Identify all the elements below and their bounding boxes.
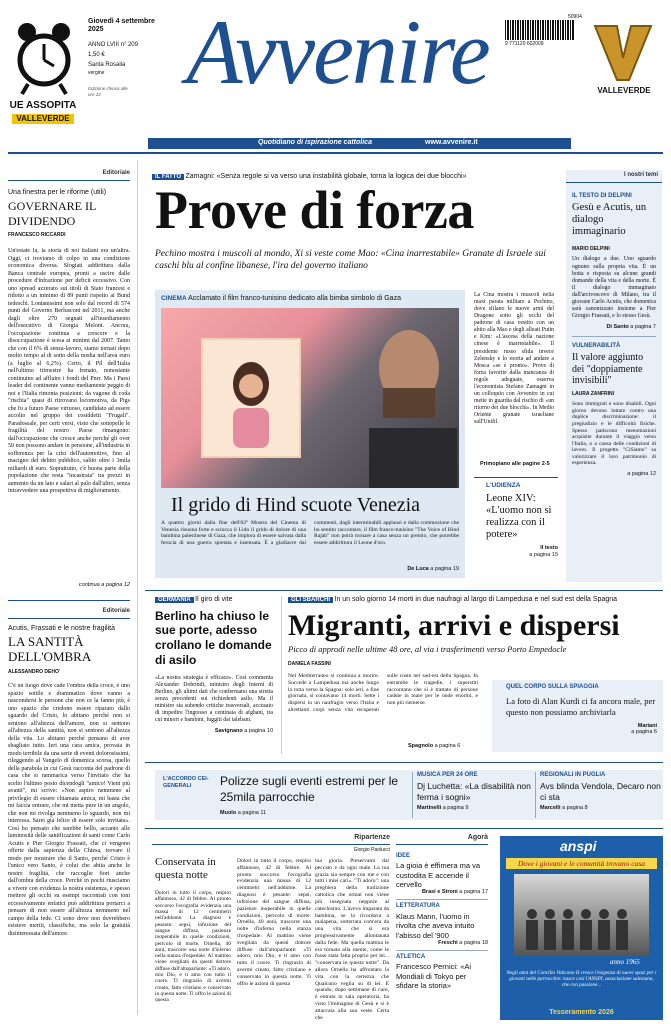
cinema-cont-text: a pagina 19 bbox=[430, 566, 459, 572]
agora-item-2-title: Klaus Mann, l'uomo in rivolta che aveva intuito l'abisso del '900 bbox=[396, 911, 475, 940]
cei-cont-text: a pagina 11 bbox=[237, 810, 267, 816]
cinema-tag: CINEMA bbox=[161, 295, 187, 302]
agora-item-1-cont-text: a pagina 17 bbox=[459, 889, 488, 896]
agora-item-1-title: La gioia è effimera ma va custodita E accende il cervello bbox=[396, 861, 481, 889]
anspi-ad[interactable] bbox=[500, 836, 663, 1020]
cei-tag: L'ACCORDO CEI-GENERALI bbox=[163, 776, 209, 790]
ad-right[interactable] bbox=[585, 22, 663, 122]
puglia-title[interactable]: Avs blinda Vendola, Decaro non ci sta bbox=[540, 780, 661, 802]
masthead-price: 1,50 € bbox=[88, 52, 105, 58]
cinema-byline: De Luca bbox=[407, 566, 429, 572]
cinema-body: A quattro giorni dalla fine dell'82ª Mostra del Cinema di Venezia risuona forte e sciocca il Lido il grido di dolore di una bambina palestinese di Gaza, che implora di essere salvata dalla ferocia di una guerra spietata e insensata. È a gladiacre dai commenti, dagli interminabili applausi e dalla commozione che ho sentito raccontare, il film franco-tunisino "The Voice of Hind Rajab" non potrà tornare a casa senza un premio, che potrebbe essere addirittura il Leone d'oro. bbox=[161, 520, 459, 547]
kurdi-tag: QUEL CORPO SULLA SPIAGGIA bbox=[506, 684, 599, 690]
ad-left[interactable] bbox=[8, 18, 78, 136]
agora-item-3-tag: ATLETICA bbox=[396, 953, 426, 960]
agora-item-3[interactable] bbox=[396, 954, 488, 991]
migranti-kicker-row bbox=[288, 596, 663, 605]
cinema-photo[interactable] bbox=[161, 308, 459, 488]
puglia-tag: REGIONALI IN PUGLIA bbox=[540, 772, 606, 778]
lead-tag: IL FATTO bbox=[152, 174, 184, 180]
editorial-cont[interactable]: continua a pagina 12 bbox=[78, 582, 130, 589]
masthead-edition: Edizione chiusa alle ore 22 bbox=[88, 86, 128, 97]
masthead bbox=[0, 0, 671, 152]
puglia-cont[interactable] bbox=[540, 805, 661, 812]
vulnerabilita-author: LAURA ZANFRINI bbox=[572, 390, 615, 397]
udienza bbox=[474, 482, 558, 582]
agora-item-2-byline: Freschi bbox=[438, 939, 458, 946]
germania-cont[interactable] bbox=[155, 728, 273, 735]
delpini-body: Un dialogo a due. Uno sguardo ognuno sulla propria vita. È un botta e risposta su alcune grandi domande della vita e della morte. È il dialogo immaginato dall'arcivescovo di Milano, tra il giovane Carlo Acutis, che domenica sarà canonizzato insieme a Pier Giorgio Frassati, e lo stesso Gesù. bbox=[572, 256, 656, 319]
ad-right-brand: VALLEVERDE bbox=[597, 86, 651, 95]
puglia-byline: Marcelli bbox=[540, 804, 561, 811]
anspi-year: anno 1965 bbox=[610, 958, 640, 966]
cei-title[interactable]: Polizze sugli eventi estremi per le 25mila parrocchie bbox=[220, 774, 399, 804]
bottom-rule bbox=[145, 828, 663, 829]
cinema-kicker: Acclamato il film franco-tunisino dedicato alla bimba simbolo di Gaza bbox=[188, 295, 401, 302]
nostri-temi-section: I nostri temi bbox=[566, 170, 662, 183]
puglia-cont-text: a pagina 8 bbox=[562, 804, 588, 811]
musica-title[interactable]: Dj Luchetta: «La disabilità non ferma i sogni» bbox=[417, 780, 531, 802]
anspi-logo: anspi bbox=[560, 838, 597, 854]
lead-kicker: Zamagni: «Senza regole si va verso una instabilità globale, torna la logica dei due blocchi» bbox=[185, 173, 467, 180]
delpini-cont[interactable] bbox=[572, 324, 656, 331]
ripartenze-body2: tua gloria. Preservami dal peccato e da ogni male. La tua grazia sia sempre con me e con tutti i miei cari». "Ti adoro": una preghiera della tradizione cattolica che ormai non viene più insegnata neppure al catechismo. L'aveva imparata da bambina, se la ricordava a malapena, sotterrata com'era da una vita che si era progressivamente allontanata dalla fede. Ma quella mattina le era tornata alla mente, come le fosse stata fatta proprio per lei... "conservata in questa notte". Da allora Ornella ha affrontato la vita con la certezza che Qualcuno veglia su di lei. E quando, dopo settimane di cure, è entrata in sala operatoria, ha visto l'immagine di Gesù e si è attaccata alla sua veste. Certa che bbox=[315, 858, 389, 1020]
migranti-author: DANIELA FASSINI bbox=[288, 660, 331, 667]
germania-body: «La nostra strategia è efficace». Così commenta Alexander Dobrindt, ministro degli Interni di Berlino, gli ultimi dati che confermano una stretta senza precedenti sui richiedenti asilo. Ma il ministro sta subendo critiche trasversali, accusato di impedire l'ingresso a centinaia di afghani, tra cui minori e bambini, fuggiti dai talebani. bbox=[155, 675, 273, 723]
ripartenze bbox=[152, 834, 390, 1020]
ripartenze-section: Ripartenze bbox=[152, 834, 390, 845]
cei-cont[interactable] bbox=[220, 810, 266, 817]
agora-item-1-tag: IDEE bbox=[396, 852, 411, 859]
barcode-icon bbox=[505, 20, 575, 40]
editorial-section: Editoriale bbox=[8, 170, 130, 181]
alarm-clock-icon bbox=[14, 18, 74, 96]
vulnerabilita-title[interactable]: Il valore aggiunto dei "doppiamente invisibili" bbox=[572, 352, 644, 387]
kurdi bbox=[492, 680, 663, 752]
delpini-title[interactable]: Gesù e Acutis, un dialogo immaginario bbox=[572, 202, 647, 238]
barcode-top: 50904 bbox=[568, 14, 582, 20]
cinema-headline[interactable]: Il grido di Hind scuote Venezia bbox=[171, 494, 421, 516]
masthead-rule bbox=[8, 152, 663, 154]
tagline: Quotidiano di ispirazione cattolica bbox=[258, 139, 372, 146]
cei-byline: Muolo bbox=[220, 810, 237, 816]
musica-tag: MUSICA PER 24 ORE bbox=[417, 772, 478, 778]
agora-item-3-title: Francesco Pernici: «Ai Mondiali di Tokyo per sfidare la storia» bbox=[396, 962, 472, 990]
kurdi-cont[interactable]: a pagina 6 bbox=[631, 729, 657, 736]
delpini-author: MARIO DELPINI bbox=[572, 246, 610, 253]
editorial-author: FRANCESCO RICCARDI bbox=[8, 232, 66, 239]
barcode-number: 9 771120 602009 bbox=[505, 41, 544, 47]
site-url[interactable]: www.avvenire.it bbox=[425, 139, 478, 146]
migranti-tag: GLI SBARCHI bbox=[288, 597, 333, 603]
delpini-cont-text: a pagina 7 bbox=[630, 324, 656, 330]
germania-separator bbox=[281, 596, 282, 754]
editorial2-author: ALESSANDRO DEHO' bbox=[8, 669, 61, 676]
editorial2-kicker: Acutis, Frassati e le nostre fragilità bbox=[8, 624, 115, 632]
udienza-cont[interactable]: a pagina 15 bbox=[529, 552, 558, 559]
masthead-issue: ANNO LVIII n° 209 bbox=[88, 42, 138, 48]
ripartenze-body1-repeat: Dolori in tutto il corpo, respiro affannoso, 42 di febbre. Al pronto soccorso l'ecografia evidenzia una massa di 12 centimetri nell'addome. La diagnosi è pesante: sepsi, infezione del sangue diffusa, pazienze inoperabile in quelle condizioni, pericolo di morte. Ornella, 40 anni, trascorre una notte d'inferno nella stanza d'ospedale. Al mattino viene svegliata da questi dottore diffuse dall'altoparlante: «Ti adoro, mio Dio, e ti amo con tutto il cuore. Ti ringrazio di avermi creato, fatto cristiano e conservato in questa notte. Ti offro le azioni di questa bbox=[237, 858, 311, 987]
ad-left-brand: VALLEVERDE bbox=[12, 114, 74, 124]
ripartenze-title[interactable]: Conservata in questa notte bbox=[155, 856, 216, 882]
ripartenze-author: Giorgio Paolucci bbox=[353, 846, 390, 853]
germania-kicker-row bbox=[155, 596, 273, 605]
migranti-body: Nel Mediterraneo si continua a morire. Succede a Lampedusa ma anche lungo la rotta verso la Spagna: solo ieri, a fine giornata, si contavano 14 morti. Sette i dispersi in un naufragio verso l'Italia e altrettanti corpi senza vita recuperati sulle coste nel sud-est della Spagna. In entrambe le tragedie, i superstiti raccontano che si è trattato di persone cadute in mare per le onde enormi, e non più riemerse. bbox=[288, 673, 478, 713]
editorial-divider bbox=[8, 600, 130, 601]
puglia bbox=[535, 772, 661, 818]
agora-item-2[interactable] bbox=[396, 903, 488, 947]
logo[interactable]: Avvenire bbox=[186, 1, 489, 103]
lead-subhead: Pechino mostra i muscoli al mondo, Xi si veste come Mao: «Cina inarrestabile» Granate di Israele sui caschi blu al confine libanese, l'ira del governo italiano bbox=[155, 249, 546, 272]
migranti-cont[interactable] bbox=[408, 743, 460, 750]
delpini-byline: Di Santo bbox=[606, 324, 629, 330]
editorial2-section: Editoriale bbox=[8, 608, 130, 619]
lead-body: La Cina mostra i muscoli nella maxi parata militare a Pechino, dove sfilano le nuove armi del Dragone sotto gli occhi del padrone di casa vestito con un abito alla Mao e degli alleati Putin e Kim: «L'ascesa della nazione cinese è inarrestabile». Il presidente russo sfida invece Zelensky e lo esorta ad andare a Mosca «se è pronto». Prove di forza favorite dalla mancanza di regole adeguate, osserva l'economista Stefano Zamagni in un colloquio con Avvenire in cui mette in guardia dal rischio di «un ritorno dei due blocchi». In Medio Oriente granate israeliane sull'Unifil. bbox=[474, 292, 554, 426]
masthead-date: Giovedì 4 settembre 2025 bbox=[88, 18, 155, 34]
migranti-byline: Spagnolo bbox=[408, 743, 434, 749]
editorial2-title[interactable]: LA SANTITÀ DELL'OMBRA bbox=[8, 634, 92, 665]
child-portrait-icon bbox=[223, 358, 279, 448]
musica-byline: Martinelli bbox=[417, 804, 442, 811]
vulnerabilita-tag: VULNERABILITÀ bbox=[572, 342, 621, 349]
group-photo-icon bbox=[520, 904, 643, 954]
masthead-saint: Santa Rosalia bbox=[88, 62, 126, 68]
cei bbox=[155, 772, 405, 818]
ripartenze-body1b bbox=[237, 858, 311, 1020]
agora-item-1-byline: Brasi e Stroni bbox=[421, 889, 458, 896]
kurdi-title[interactable]: La foto di Alan Kurdi ci fa ancora male, per questo non possiamo archiviarla bbox=[506, 695, 656, 717]
kurdi-byline: Mariani bbox=[637, 722, 657, 729]
vulnerabilita-cont[interactable]: a pagina 12 bbox=[627, 471, 656, 478]
lead-headline[interactable]: Prove di forza bbox=[155, 180, 474, 240]
agora bbox=[396, 834, 488, 1020]
lead-col-cont[interactable]: Primopiano alle pagine 2-5 bbox=[480, 461, 550, 467]
man-portrait-icon bbox=[361, 328, 457, 488]
editorial2 bbox=[8, 608, 130, 1018]
musica-cont[interactable] bbox=[417, 805, 532, 812]
anspi-caption: Dove i giovani e le comunità trovano casa bbox=[506, 858, 657, 869]
editorial-kicker: Una finestra per le riforme (utili) bbox=[8, 188, 107, 196]
agora-item-1-cont bbox=[396, 889, 488, 896]
editorial bbox=[8, 170, 130, 600]
germania-kicker: Il giro di vite bbox=[195, 596, 233, 603]
migranti-subhead: Picco di approdi nelle ultime 48 ore, al via i trasferimenti verso Porto Empedocle bbox=[288, 644, 567, 655]
editorial-body: Un'estate fa, la storia di noi italiani era un'altra. Oggi, ci troviamo di colpo in una condizione economica diversa. Sfogiati addirittura dalla Banca centrale europea, pronti a uscire dalle procedure d'infrazione per deficit eccessivo. Con uno spread azzerato sui titoli di Stato francesi e ridotto a un minimo di 89 punti rispetto ai Bund tedeschi. Lontanissimi non solo dal record di 574 punti del Governo Berlusconi nel 2011, ma anche dagli oltre 270 segnati all'insediamento dell'esecutivo di Giorgia Meloni. Ancora, l'occupazione continua a crescere e la disoccupazione è scesa ai minimi dal 2007. Tanto che con il 6% di senza-lavoro, siamo tornati dopo molto tempo al di sotto della media nell'area euro (a luglio al 6,2%). Certo, il Pil dell'Italia nell'ultimo trimestre ha frenato, nonostante continuino ad affluire i fondi del Pnrr. Ma i Paesi leader del continente vanno mediamente peggio di noi e l'Italia rimonta posizioni: da vagone di coda "rischia" quasi di ritrovarsi locomotiva, da Pigs che fu a futuro Paese virtuoso, candidato ad essere accolto nel gruppo dei cosiddetti "Frugali". Paradossale, per certi versi, visto che sottopelle le fragilità del nostro Paese rimangono: dall'occupazione che cresce anche perché gli over 50 non possono andare in pensione, all'industria in sofferenza per la crisi dell'automotive, fino al macigno del debito pubblico, salito oltre i 3mila miliardi di euro. Soprattutto, c'è buona parte della popolazione che resta "incastrata" tra prezzi in aumento da un lato e salari al palo dall'altro, senza intravvedere una prospettiva di miglioramento. bbox=[8, 248, 130, 495]
ad-left-title: UE ASSOPITA bbox=[9, 100, 77, 111]
germania-byline: Savignano bbox=[214, 727, 243, 734]
anspi-photo bbox=[514, 874, 649, 956]
migranti-kicker: In un solo giorno 14 morti in due naufragi al largo di Lampedusa e nel sud est della Spagna bbox=[334, 596, 618, 603]
v-logo-icon bbox=[593, 22, 653, 82]
cinema-kicker-row bbox=[161, 295, 461, 304]
briefs-rule bbox=[145, 762, 663, 763]
cinema-box bbox=[155, 290, 465, 578]
agora-item-1[interactable] bbox=[396, 853, 488, 897]
agora-item-2-cont bbox=[396, 940, 488, 947]
cinema-cont[interactable] bbox=[407, 566, 459, 573]
udienza-tag: L'UDIENZA bbox=[486, 482, 521, 489]
nostri-temi bbox=[566, 170, 662, 582]
musica-cont-text: a pagina 9 bbox=[442, 804, 469, 811]
udienza-title[interactable]: Leone XIV: «L'uomo non si realizza con il potere» bbox=[486, 493, 552, 541]
vulnerabilita-body: Sono immigrati e sono disabili. Ogni giorno devono lottare contro una duplice discriminazione: il pregiudizio e le difficoltà fisiche. Spesso patiscono menomazioni acquisite durante il viaggio verso l'Italia, o a causa delle condizioni di lavoro. Il progetto "CiSiamo" sa valorizzare il loro patrimonio di esperienza. bbox=[572, 401, 656, 467]
agora-item-2-cont-text: a pagina 18 bbox=[459, 939, 488, 946]
germania-title[interactable]: Berlino ha chiuso le sue porte, adesso crollano le domande di asilo bbox=[155, 608, 272, 667]
editorial2-body: C'è un luogo dove cade l'ombra della croce, è uno spazio sottile e drammatico dove vanno a nascondersi le persone che non ce la fanno più, è uno spazio che credono essere riparato dallo sguardo del Cristo, lo abitano perché non si sentono all'altezza dell'amore, non si sentono all'altezza della santità, non si sentono all'altezza della vita. Lo abitano perché pensano di aver sbagliato tutto. Ieri una cara amica, provata in modo terribile da una serie di eventi dolorosissimi, rileggendo al Vangelo di domenica scorsa, quello della parabola in cui Gesù racconta del padrone di casa che si rammarica verso l'invitato che ha scelto l'ultimo posto dicendogli "amico! Vieni più avanti", mi scrive: «Non aspiro nemmeno al privilegio di essere chiamata amica, mi basta che mi faccia entrare, che mi metta pure in un angolo, che non mi rivolga nemmeno lo sguardo, non mi interessa. Sarei già felice di essere solo invitata». Così ho pensato che sarebbe bello, accanto alle luminosità delle santificazioni di santi come Carlo Acutis e Pier Giorgio Frassati, che ci vengono offerte dalla sapienza della Chiesa, trovare il modo per mostrare che il Santo, perché Cristo è l'unico vero Santo, è colui che abita anche le nostre fragilità, che raccoglie fiori anche dall'ombra della croce. Perché in pochi riusciamo a vivere con evidenza la nostra esistenza, e spesso mettere gli occhi su esempi raccontati con toni eccessivamente enfatici può addirittura portarci a pensare di non essere all'altezza nemmeno nel campo della fede. Ci sono dove non dovrebbero esistere meriti, classifiche, ma solo la gratuità disinteressata dell'amore. bbox=[8, 683, 130, 937]
column-separator bbox=[137, 160, 138, 1015]
masthead-saint-note: vergine bbox=[88, 70, 105, 76]
ripartenze-body1: Dolori in tutto il corpo, respiro affannoso, 42 di febbre. Al pronto soccorso l'ecografia evidenzia una massa di 12 centimetri nell'addome. La diagnosi è pesante: sepsi, infezione del sangue diffusa, pazienze inoperabile in quelle condizioni, pericolo di morte. Ornella, 40 anni, trascorre una notte d'inferno nella stanza d'ospedale. Al mattino viene svegliata da questi dottore diffuse dall'altoparlante: «Ti adoro, mio Dio, e ti amo con tutto il cuore. Ti ringrazio di avermi creato, fatto cristiano e conservato in questa notte. Ti offro le azioni di questa bbox=[155, 890, 231, 1004]
editorial-title[interactable]: GOVERNARE IL DIVIDENDO bbox=[8, 199, 96, 228]
anspi-text: Negli anni del Concilio Vaticano II cresce l'esigenza di nuovi spazi per i giovani nelle parrocchie: nasce così l'ANSPI, associazione salesiana, che con passione... bbox=[506, 970, 657, 989]
delpini-tag: IL TESTO DI DELPINI bbox=[572, 192, 632, 199]
udienza-byline: Il testo bbox=[540, 545, 558, 552]
mid-rule bbox=[145, 590, 663, 591]
germania bbox=[155, 596, 273, 754]
anspi-footer: Tesseramento 2026 bbox=[549, 1009, 614, 1016]
migranti-headline[interactable]: Migranti, arrivi e dispersi bbox=[288, 608, 620, 642]
germania-tag: GERMANIA bbox=[155, 597, 194, 603]
migranti-cont-text: a pagina 6 bbox=[434, 743, 461, 749]
agora-item-2-tag: LETTERATURA bbox=[396, 903, 440, 910]
musica bbox=[412, 772, 532, 818]
germania-cont-text: a pagina 10 bbox=[244, 727, 273, 734]
agora-section: Agorà bbox=[396, 834, 488, 845]
udienza-divider bbox=[474, 477, 558, 478]
